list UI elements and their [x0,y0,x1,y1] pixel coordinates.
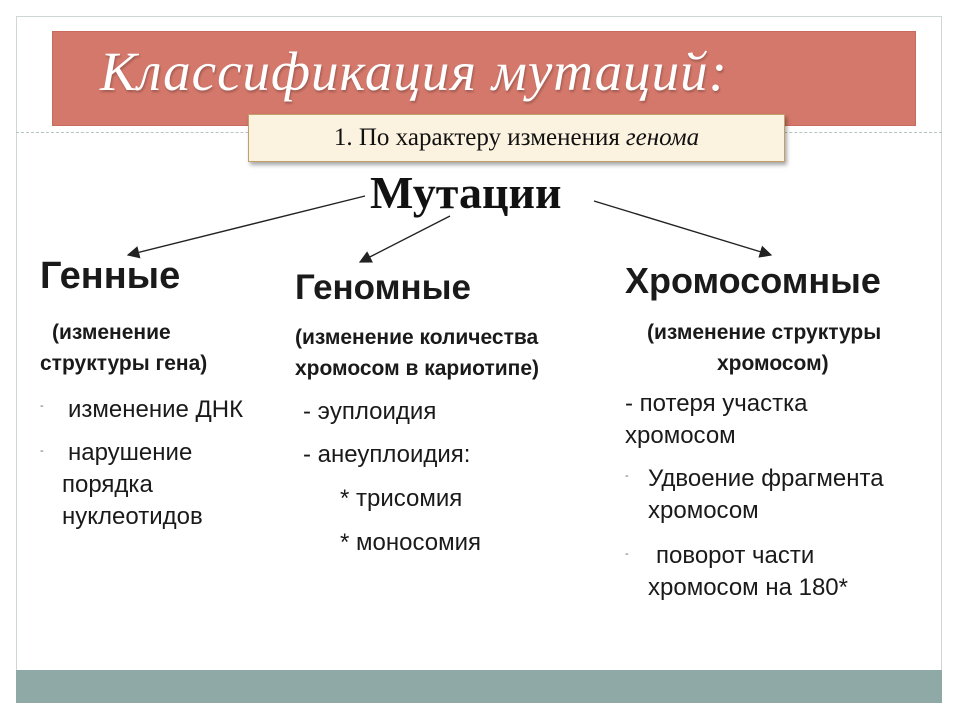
gene-desc-1: (изменение [52,321,171,344]
chromosome-item-3: Удвоение фрагмента [648,465,884,492]
genome-item-4: * моносомия [340,529,481,556]
gene-desc-2: структуры гена) [40,352,208,375]
chromosome-item-6: хромосом на 180* [648,574,848,601]
gene-item-4: нуклеотидов [62,503,203,530]
bullet-marker: - [40,400,44,412]
chromosome-item-4: хромосом [648,497,759,524]
genome-item-2: - анеуплоидия: [303,441,471,468]
chromosome-desc-1: (изменение структуры [647,321,882,344]
arrow-to-genome [360,216,450,262]
bullet-marker: - [625,470,629,482]
bullet-marker: - [625,548,629,560]
chromosome-title: Хромосомные [625,260,881,301]
bullet-marker: - [40,445,44,457]
root-node: Мутации [370,167,562,218]
gene-item-3: порядка [62,471,153,498]
gene-title: Генные [40,255,181,297]
genome-desc-2: хромосом в кариотипе) [295,357,539,380]
subtitle-emphasis: генома [625,124,700,151]
arrow-to-gene [128,196,365,255]
genome-item-1: - эуплоидия [303,398,437,425]
subtitle-text: 1. По характеру изменения [333,124,620,151]
arrow-to-chromosome [594,201,771,255]
chromosome-desc-2: хромосом) [717,352,829,375]
chromosome-item-2: хромосом [625,422,736,449]
genome-title: Геномные [295,268,471,307]
gene-item-2: нарушение [68,439,193,466]
genome-desc-1: (изменение количества [295,326,539,349]
chromosome-item-1: - потеря участка [625,390,808,417]
genome-item-3: * трисомия [340,485,463,512]
gene-item-1: изменение ДНК [68,396,244,423]
chromosome-item-5: поворот части [656,542,815,569]
bottom-band [16,670,942,703]
slide-title: Классификация мутаций: [100,41,728,102]
